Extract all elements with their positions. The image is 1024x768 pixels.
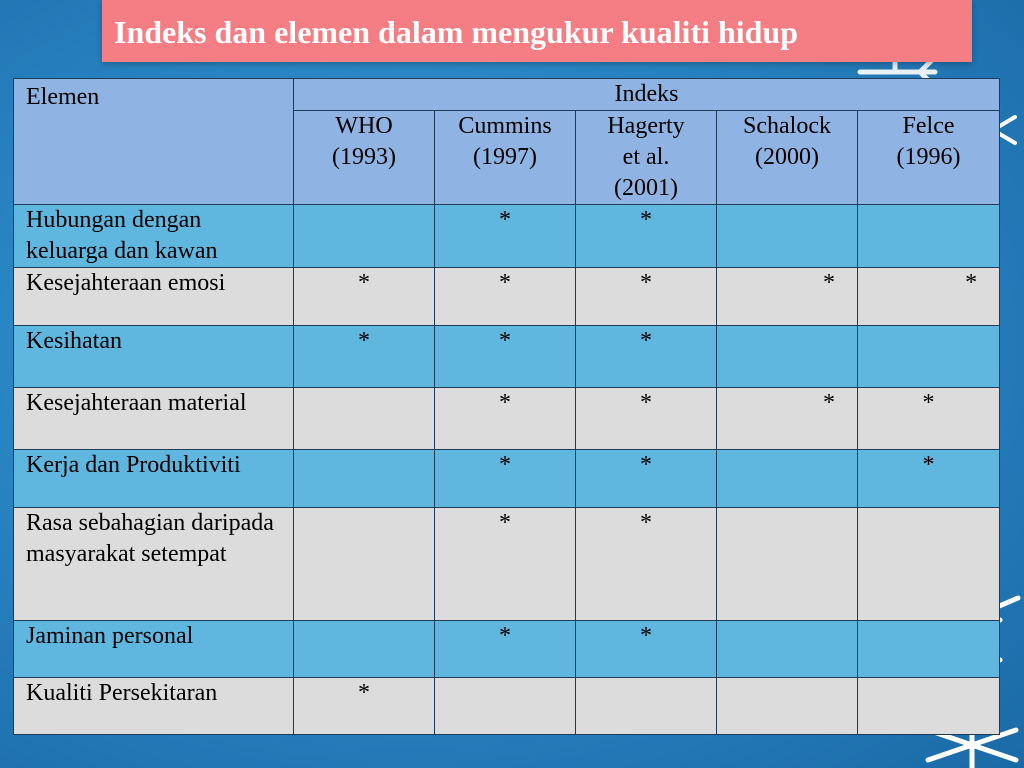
row-label: Rasa sebahagian daripada masyarakat setempat: [14, 508, 294, 621]
mark-cell: *: [435, 268, 576, 326]
mark-cell: [294, 508, 435, 621]
mark-cell: *: [576, 508, 717, 621]
column-header-elemen: Elemen: [14, 79, 294, 205]
mark-cell: *: [576, 621, 717, 678]
comparison-table: [13, 78, 1000, 735]
mark-cell: *: [435, 326, 576, 388]
mark-cell: [858, 508, 1000, 621]
mark-cell: *: [576, 326, 717, 388]
row-label: Kesejahteraan emosi: [14, 268, 294, 326]
mark-cell: *: [435, 388, 576, 450]
row-label: Kualiti Persekitaran: [14, 678, 294, 735]
mark-cell: *: [576, 268, 717, 326]
mark-cell: [576, 678, 717, 735]
row-label: Kerja dan Produktiviti: [14, 450, 294, 508]
row-label: Kesihatan: [14, 326, 294, 388]
index-header-who: WHO (1993): [294, 111, 435, 205]
row-label: Hubungan dengan keluarga dan kawan: [14, 205, 294, 268]
mark-cell: *: [576, 205, 717, 268]
mark-cell: *: [576, 450, 717, 508]
mark-cell: [717, 205, 858, 268]
mark-cell: *: [858, 450, 1000, 508]
table-row: [14, 621, 1000, 678]
mark-cell: [294, 621, 435, 678]
mark-cell: *: [858, 268, 1000, 326]
slide-title: Indeks dan elemen dalam mengukur kualiti hidup: [114, 14, 799, 50]
column-header-indeks: Indeks: [294, 79, 1000, 111]
mark-cell: *: [717, 388, 858, 450]
mark-cell: [717, 508, 858, 621]
title-bar: [102, 0, 972, 62]
mark-cell: [435, 678, 576, 735]
mark-cell: *: [435, 450, 576, 508]
mark-cell: *: [294, 678, 435, 735]
mark-cell: [717, 621, 858, 678]
index-header-cummins: Cummins (1997): [435, 111, 576, 205]
mark-cell: [858, 205, 1000, 268]
mark-cell: [858, 621, 1000, 678]
mark-cell: [858, 678, 1000, 735]
mark-cell: *: [435, 205, 576, 268]
mark-cell: [294, 450, 435, 508]
table-row: [14, 326, 1000, 388]
mark-cell: *: [435, 621, 576, 678]
index-header-felce: Felce (1996): [858, 111, 1000, 205]
table-row: [14, 205, 1000, 268]
mark-cell: *: [576, 388, 717, 450]
mark-cell: [717, 326, 858, 388]
table-row: [14, 268, 1000, 326]
mark-cell: *: [717, 268, 858, 326]
table-row: [14, 450, 1000, 508]
mark-cell: [294, 205, 435, 268]
table-row: [14, 508, 1000, 621]
mark-cell: [858, 326, 1000, 388]
index-header-hagerty: Hagerty et al. (2001): [576, 111, 717, 205]
mark-cell: *: [435, 508, 576, 621]
mark-cell: [294, 388, 435, 450]
mark-cell: [717, 678, 858, 735]
mark-cell: *: [294, 268, 435, 326]
mark-cell: *: [294, 326, 435, 388]
mark-cell: [717, 450, 858, 508]
index-header-schalock: Schalock (2000): [717, 111, 858, 205]
mark-cell: *: [858, 388, 1000, 450]
table-row: [14, 388, 1000, 450]
table-row: [14, 678, 1000, 735]
row-label: Jaminan personal: [14, 621, 294, 678]
row-label: Kesejahteraan material: [14, 388, 294, 450]
